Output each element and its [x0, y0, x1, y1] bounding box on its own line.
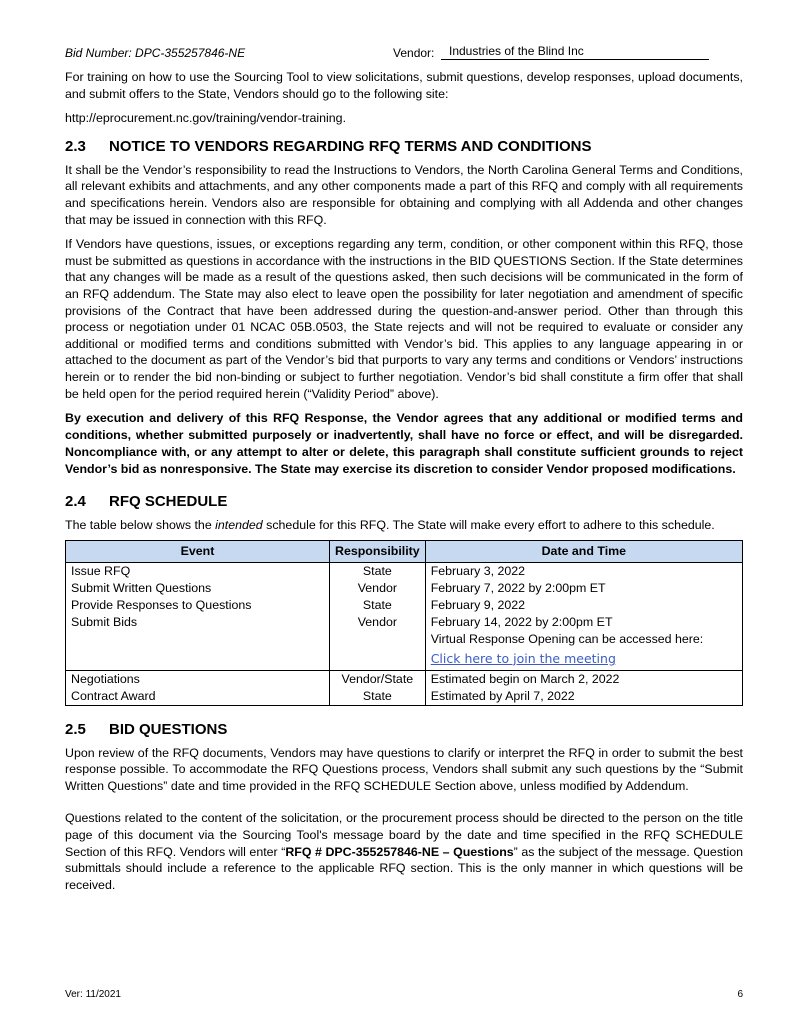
cell-responsibility: Vendor	[330, 614, 426, 671]
virtual-opening-note: Virtual Response Opening can be accessed here:	[430, 631, 704, 646]
schedule-intro-em: intended	[215, 518, 263, 533]
section-number: 2.4	[65, 493, 86, 511]
column-header-date: Date and Time	[425, 540, 742, 562]
cell-event: Submit Written Questions	[66, 580, 330, 597]
table-row	[66, 670, 743, 688]
training-paragraph: For training on how to use the Sourcing Tool to view solicitations, submit questions, develop responses, upload documents, and submit offers to the State, Vendors should go to the following site:	[65, 70, 743, 101]
table-row	[66, 688, 743, 706]
version-label: Ver: 11/2021	[65, 989, 121, 1000]
schedule-intro	[65, 517, 743, 534]
table-row	[66, 580, 743, 597]
page-content	[65, 69, 743, 901]
schedule-intro-a: The table below shows the	[65, 518, 216, 533]
column-header-event: Event	[66, 540, 330, 562]
cell-event: Submit Bids	[66, 614, 330, 671]
section-title: BID QUESTIONS	[109, 720, 228, 738]
questions-paragraph-1: Upon review of the RFQ documents, Vendors may have questions to clarify or interpret the RFQ in order to submit the best response possible. To accommodate the RFQ Questions process, Vendors shall submit any such questions by the “Submit Written Questions” date and time provided in the RFQ SCHEDULE Section above, unless modified by Addendum.	[65, 745, 743, 793]
notice-paragraph-1: It shall be the Vendor’s responsibility to read the Instructions to Vendors, the North Carolina General Terms and Conditions, all relevant exhibits and attachments, and any other components made a part of this RFQ and comply with all requirements and specifications herein. Vendors also are responsible for obtaining and complying with all Addenda and other changes that may be issued in connection with this RFQ.	[65, 162, 743, 227]
section-title: NOTICE TO VENDORS REGARDING RFQ TERMS AND CONDITIONS	[109, 137, 592, 155]
section-number: 2.5	[65, 720, 86, 738]
cell-event: Contract Award	[66, 688, 330, 706]
cell-date: February 14, 2022 by 2:00pm ET	[430, 614, 613, 629]
questions-paragraph-2-a: Questions related to the content of the solicitation, or the procurement process should be directed to the person on the title page of this document via the Sourcing Tool's message board by the date and time specified in the RFQ SCHEDULE Section of this RFQ. Vendors will enter “	[65, 811, 743, 859]
table-row	[66, 597, 743, 614]
table-row	[66, 562, 743, 580]
vendor-value: Industries of the Blind Inc	[441, 44, 709, 60]
cell-responsibility: Vendor	[330, 580, 426, 597]
cell-responsibility: State	[330, 688, 426, 706]
schedule-table	[65, 540, 743, 706]
cell-responsibility: State	[330, 562, 426, 580]
vendor-label: Vendor:	[393, 46, 435, 60]
cell-responsibility: State	[330, 597, 426, 614]
join-meeting-link[interactable]: Click here to join the meeting	[430, 650, 616, 666]
notice-paragraph-3: By execution and delivery of this RFQ Response, the Vendor agrees that any additional or modified terms and conditions, whether submitted purposely or inadvertently, shall have no force or effect, and will be disregarded. Noncompliance with, or any attempt to alter or delete, this paragraph shall constitute sufficient grounds to reject Vendor’s bid as nonresponsive. The State may exercise its discretion to consider Vendor proposed modifications.	[65, 411, 743, 477]
schedule-intro-b: schedule for this RFQ. The State will make every effort to adhere to this schedule.	[262, 518, 715, 533]
questions-paragraph-2-b: ” as the subject of the message. Question submittals should include a reference to the applicable RFQ section. This is the only manner in which questions will be received.	[65, 844, 743, 892]
cell-responsibility: Vendor/State	[330, 670, 426, 688]
bid-number: Bid Number: DPC-355257846-NE	[65, 46, 246, 60]
cell-date: February 7, 2022 by 2:00pm ET	[425, 580, 742, 597]
section-heading-2-5	[65, 720, 743, 740]
cell-date-multi	[425, 614, 742, 671]
page-number: 6	[737, 989, 743, 1000]
cell-date: February 3, 2022	[425, 562, 742, 580]
cell-event: Provide Responses to Questions	[66, 597, 330, 614]
page-header	[65, 46, 743, 62]
questions-paragraph-2	[65, 810, 743, 893]
cell-event: Issue RFQ	[66, 562, 330, 580]
training-url: http://eprocurement.nc.gov/training/vendor-training.	[65, 111, 347, 126]
table-row	[66, 614, 743, 671]
section-heading-2-3	[65, 137, 743, 157]
section-number: 2.3	[65, 137, 86, 155]
cell-date: Estimated begin on March 2, 2022	[425, 670, 742, 688]
notice-paragraph-2: If Vendors have questions, issues, or exceptions regarding any term, condition, or other component within this RFQ, those must be submitted as questions in accordance with the instructions in the BID QUESTIONS Section. If the State determines that any changes will be made as a result of the questions asked, then such decisions will be communicated in the form of an RFQ addendum. The State may also elect to leave open the possibility for later negotiation and amendment of specific provisions of the Contract that have been addressed during the question-and-answer period. Other than through this process or negotiation under 01 NCAC 05B.0503, the State rejects and will not be required to evaluate or consider any additional or modified terms and conditions submitted with Vendor’s bid. This applies to any language appearing in or attached to the document as part of the Vendor’s bid that purports to vary any terms and conditions or Vendors’ instructions herein or to render the bid non-binding or subject to further negotiation. Vendor’s bid shall constitute a firm offer that shall be held open for the period required herein (“Validity Period” above).	[65, 237, 743, 401]
questions-subject: RFQ # DPC-355257846-NE – Questions	[285, 844, 514, 859]
cell-date: February 9, 2022	[425, 597, 742, 614]
section-heading-2-4	[65, 492, 743, 512]
section-title: RFQ SCHEDULE	[109, 493, 228, 511]
cell-event: Negotiations	[66, 670, 330, 688]
cell-date: Estimated by April 7, 2022	[425, 688, 742, 706]
table-header-row	[66, 540, 743, 562]
column-header-responsibility: Responsibility	[330, 540, 426, 562]
